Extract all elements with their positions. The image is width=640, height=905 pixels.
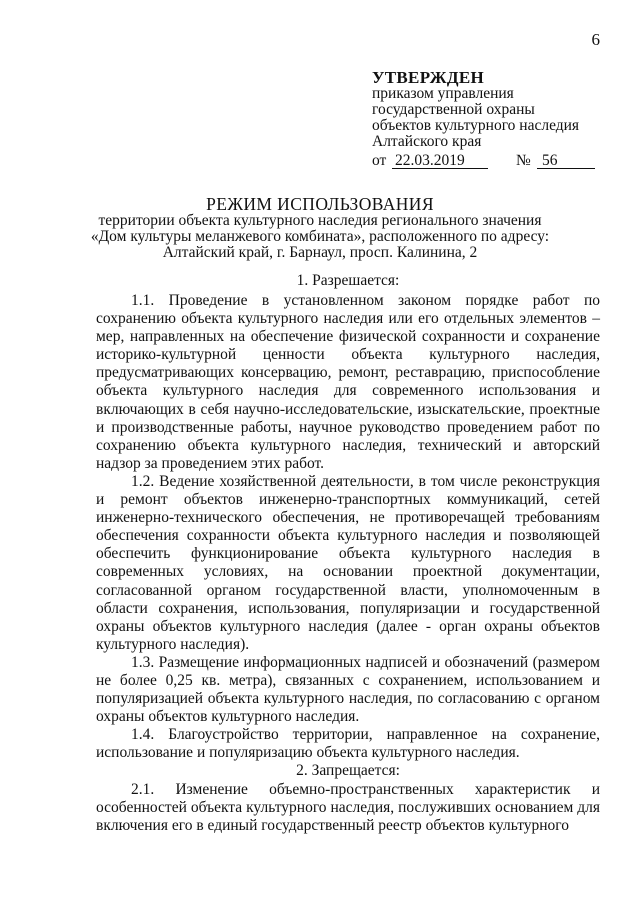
paragraph-1-2: 1.2. Ведение хозяйственной деятельности, в том числе реконструкция и ремонт объектов инженерно-транспортных коммуникаций, сетей инженерно-технического обеспечения, не противоречащей требованиям обеспечения сохранности объекта культурного наследия и позволяющей обеспечить функционирование объекта культурного наследия в современных условиях, на основании проектной документации, согласованной органом государственной власти, уполномоченным в области сохранения, использования, популяризации и государственной охраны объектов культурного наследия (далее - орган охраны объектов культурного наследия). [96,472,600,653]
approval-line: Алтайского края [372,133,482,150]
subtitle-line: территории объекта культурного наследия регионального значения [98,212,542,229]
approval-line: государственной охраны [372,101,535,118]
document-title: РЕЖИМ ИСПОЛЬЗОВАНИЯ [206,194,434,214]
section-2-body [96,781,600,835]
paragraph-1-3: 1.3. Размещение информационных надписей и обозначений (размером не более 0,25 кв. метра), связанных с сохранением, использованием и популяризацией объекта культурного наследия, по согласованию с органом охраны объектов культурного наследия. [96,653,600,726]
section-2-heading: 2. Запрещается: [296,762,400,779]
number-prefix: № [516,152,531,169]
approval-line: объектов культурного наследия [372,117,580,134]
subtitle-line: Алтайский край, г. Барнаул, просп. Калинина, 2 [162,244,478,261]
approval-date: 22.03.2019 [392,153,488,169]
approval-line: приказом управления [372,85,514,102]
approval-heading: УТВЕРЖДЕН [372,68,485,87]
section-1-body [96,292,600,762]
document-subtitle [60,213,580,261]
paragraph-1-1: 1.1. Проведение в установленном законом порядке работ по сохранению объекта культурного наследия или его отдельных элементов – мер, направленных на обеспечение физической сохранности и сохранение историко-культурной ценности объекта культурного наследия, предусматривающих консервацию, ремонт, реставрацию, приспособление объекта культурного наследия для современного использования и включающих в себя научно-исследовательские, изыскательские, проектные и производственные работы, научное руководство проведением работ по сохранению объекта культурного наследия, технический и авторский надзор за проведением этих работ. [96,292,600,472]
page-number: 6 [591,30,600,49]
approval-stamp-block [372,70,612,171]
paragraph-2-1: 2.1. Изменение объемно-пространственных характеристик и особенностей объекта культурного наследия, послуживших основанием для включения его в единый государственный реестр объектов культурного [96,781,600,835]
approval-number: 56 [537,153,595,169]
section-1-heading: 1. Разрешается: [296,272,400,289]
paragraph-1-4: 1.4. Благоустройство территории, направленное на сохранение, использование и популяризацию объекта культурного наследия. [96,726,600,762]
subtitle-line: «Дом культуры меланжевого комбината», расположенного по адресу: [90,228,550,245]
approval-date-number-line [372,151,612,171]
date-prefix: от [372,152,387,169]
